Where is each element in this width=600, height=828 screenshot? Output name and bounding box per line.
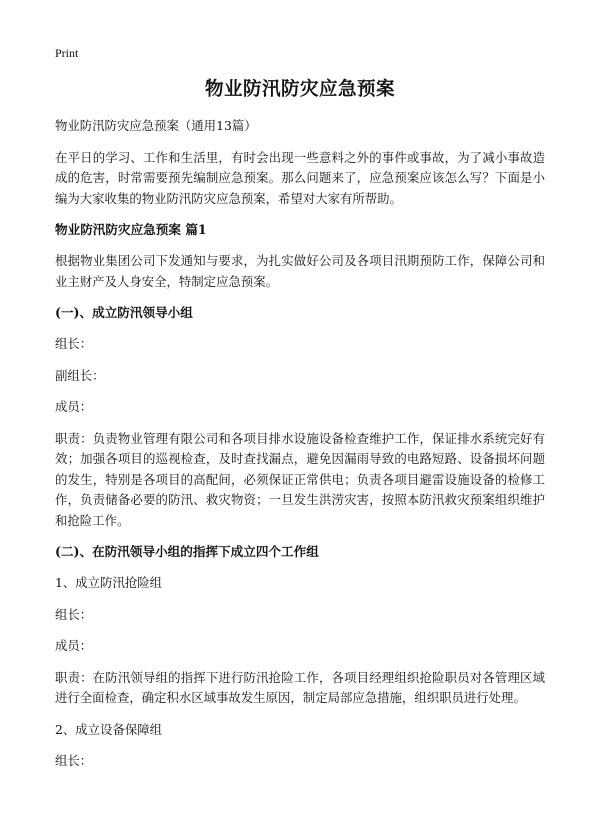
group-title-rescue: 1、成立防汛抢险组 bbox=[55, 575, 163, 590]
leader-line: 组长： bbox=[55, 336, 93, 351]
document-subtitle: 物业防汛防灾应急预案（通用13篇） bbox=[55, 118, 257, 133]
group-members-line: 成员： bbox=[55, 638, 93, 653]
group-leader-line: 组长： bbox=[55, 606, 93, 622]
duties-paragraph: 职责：负责物业管理有限公司和各项目排水设施设备检查维护工作，保证排水系统完好有效；加强各项目的巡视检查，及时查找漏点，避免因漏雨导致的电路短路、设备损坏问题的发生，特别是各项目的高配间，必须保证正常供电；负责各项目避雷设施设备的检修工作，负责储备必要的防汛、救灾物资；一旦发生洪涝灾害，按照本防汛救灾预案组织维护和抢险工作。 bbox=[55, 430, 545, 528]
group-title-equipment: 2、成立设备保障组 bbox=[55, 721, 163, 737]
equipment-leader-line: 组长： bbox=[55, 753, 93, 768]
document-title: 物业防汛防灾应急预案 bbox=[204, 79, 395, 100]
rescue-duties-paragraph: 职责：在防汛领导组的指挥下进行防汛抢险工作，各项目经理组织抢险职员对各管理区域进行全面检查，确定积水区域事故发生原因，制定局部应急措施，组织职员进行处理。 bbox=[55, 669, 545, 705]
section-heading-leadership: (一)、成立防汛领导小组 bbox=[55, 305, 193, 320]
intro-paragraph: 在平日的学习、工作和生活里，有时会出现一些意料之外的事件或事故，为了减小事故造成的危害，时常需要预先编制应急预案。那么问题来了，应急预案应该怎么写？下面是小编为大家收集的物业防汛防灾应急预案，希望对大家有所帮助。 bbox=[55, 149, 545, 206]
article-intro-paragraph: 根据物业集团公司下发通知与要求，为扎实做好公司及各项目汛期预防工作，保障公司和业主财产及人身安全，特制定应急预案。 bbox=[55, 253, 545, 289]
print-label: Print bbox=[55, 46, 79, 60]
section-heading-work-groups: (二)、在防汛领导小组的指挥下成立四个工作组 bbox=[55, 544, 319, 559]
article-heading: 物业防汛防灾应急预案 篇1 bbox=[55, 222, 207, 237]
members-line: 成员： bbox=[55, 399, 93, 414]
vice-leader-line: 副组长： bbox=[55, 367, 105, 383]
